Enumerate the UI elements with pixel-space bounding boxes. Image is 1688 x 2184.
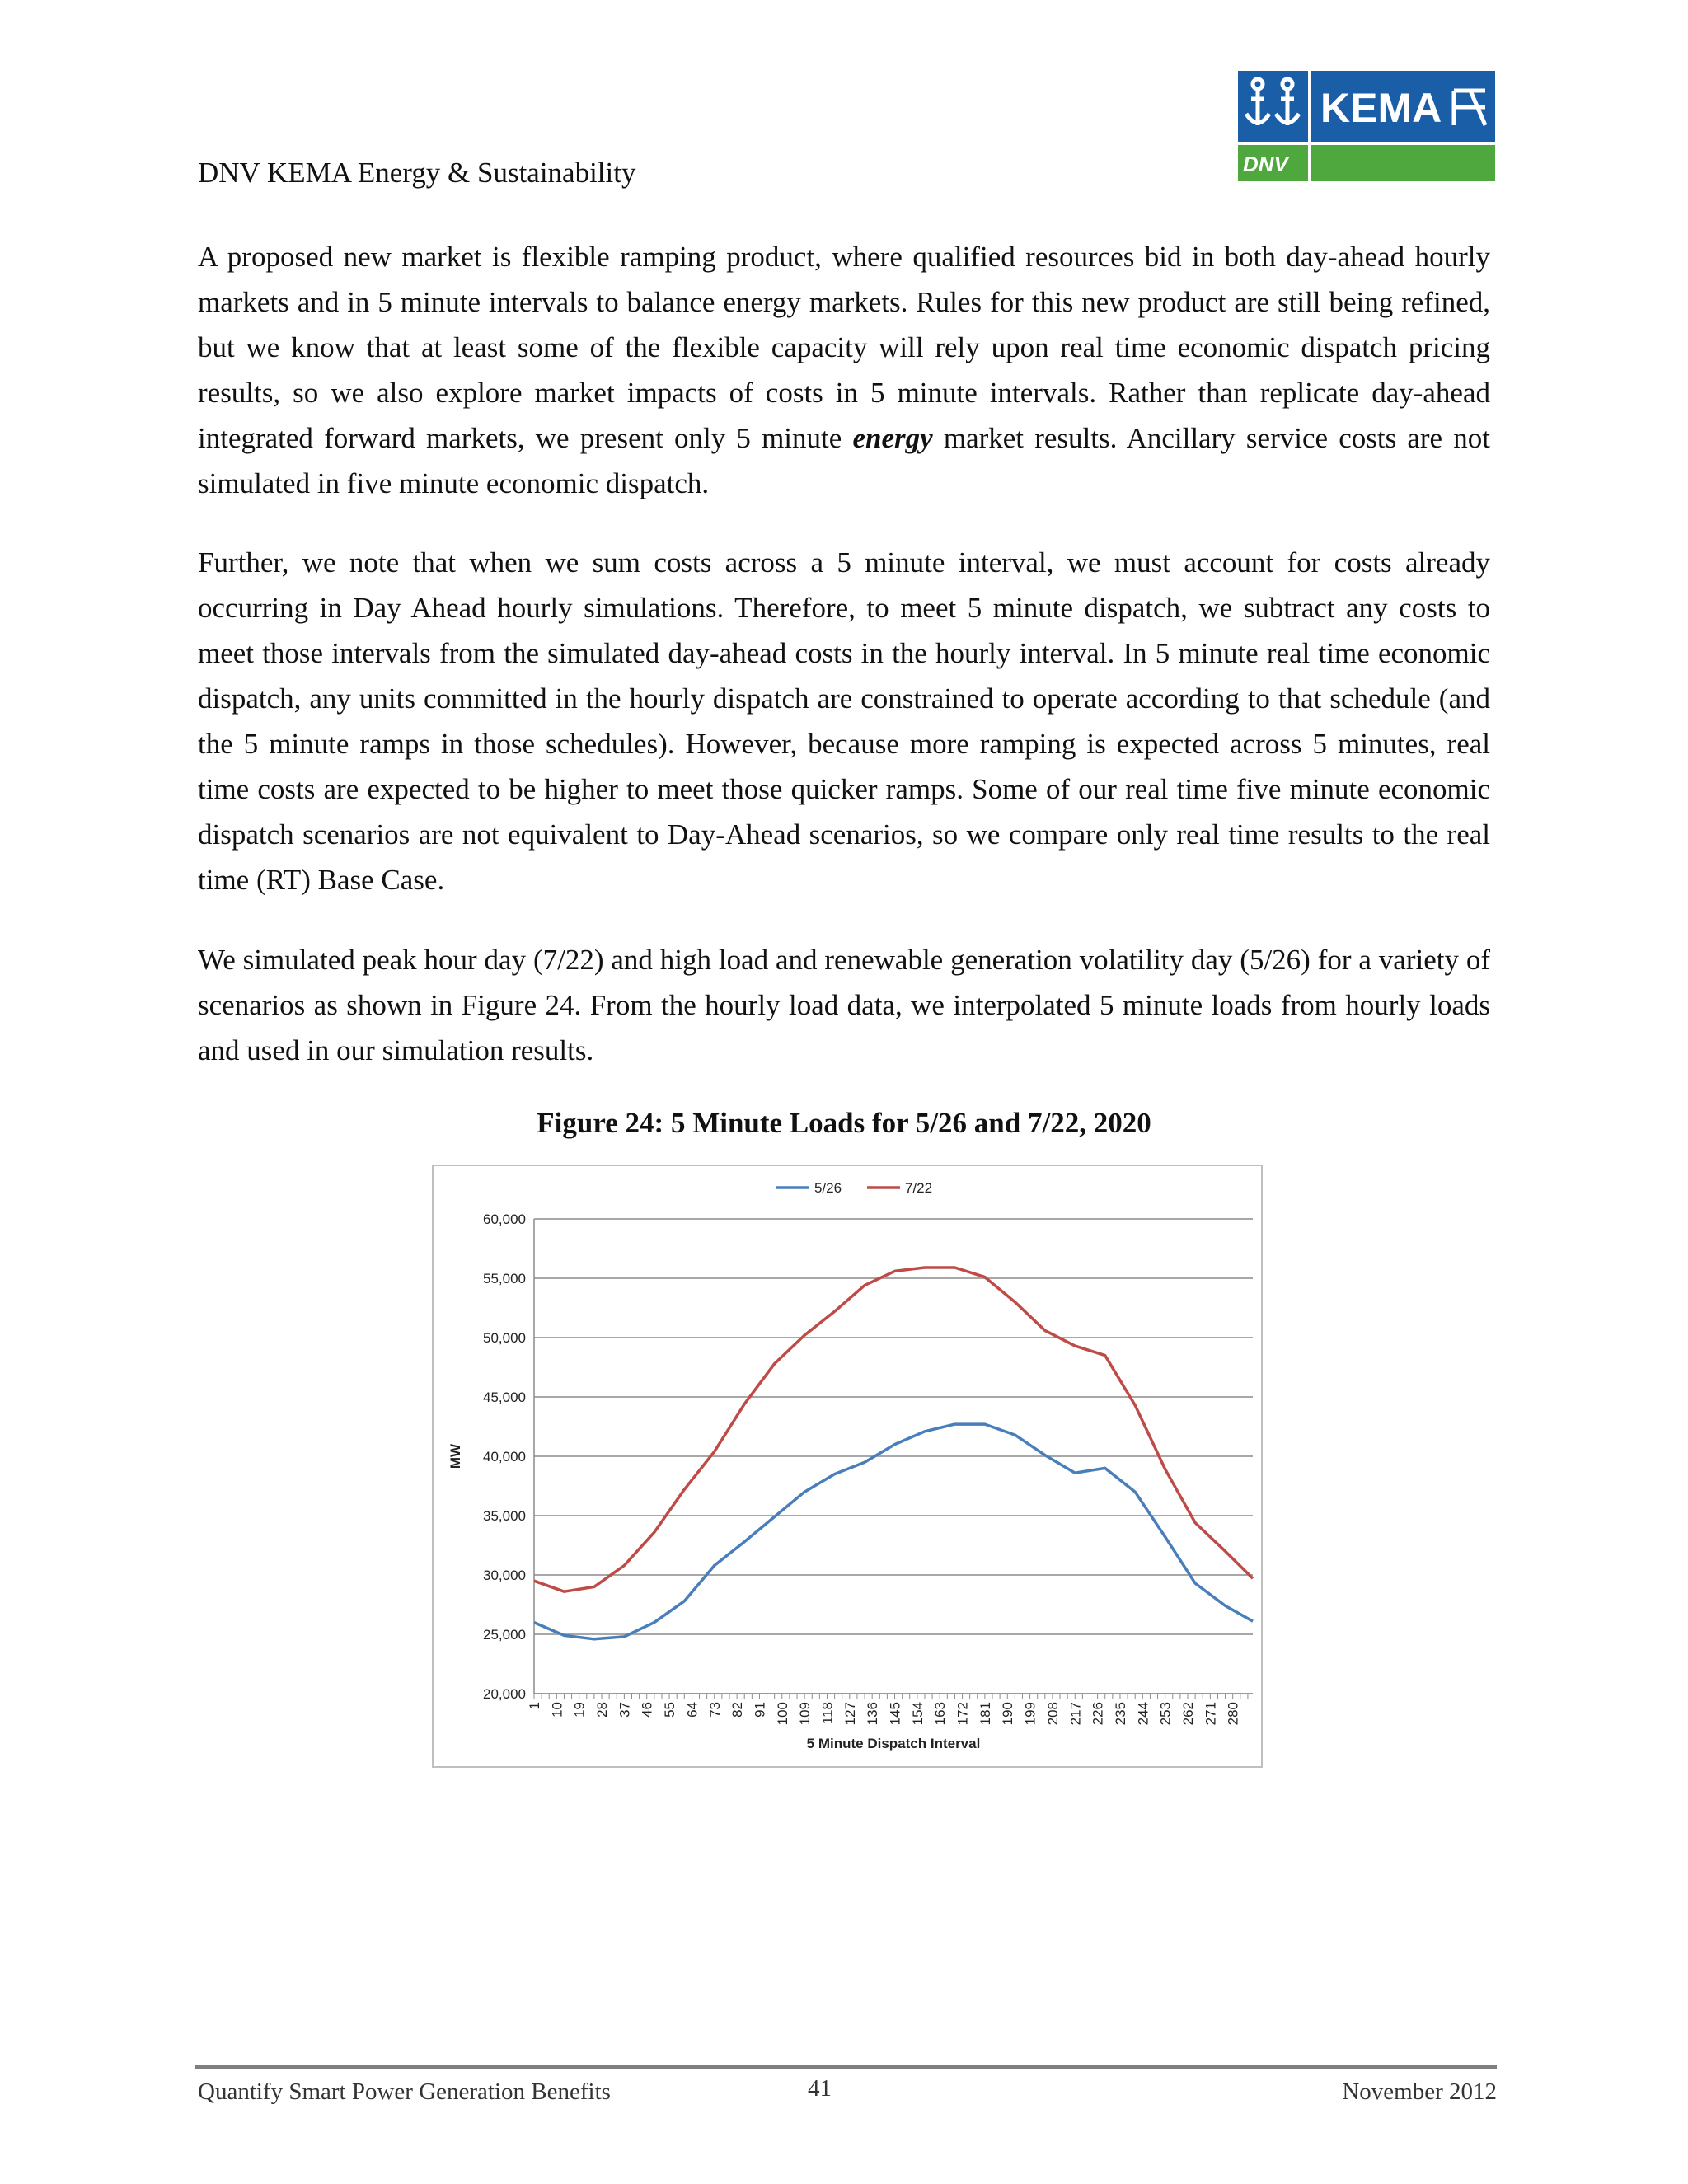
- x-tick-label: 64: [684, 1702, 701, 1718]
- x-tick-label: 163: [932, 1702, 949, 1726]
- x-tick-label: 226: [1090, 1702, 1106, 1726]
- paragraph-flexible-ramping: [198, 234, 1490, 506]
- organization-name: DNV KEMA Energy & Sustainability: [198, 157, 636, 189]
- footer-page-number: 41: [808, 2075, 832, 2102]
- y-tick-label: 30,000: [483, 1568, 526, 1583]
- logo-dnv-text: DNV: [1243, 152, 1288, 176]
- x-tick-label: 145: [887, 1702, 903, 1726]
- y-tick-label: 40,000: [483, 1449, 526, 1465]
- paragraph-1-text-a: A proposed new market is flexible ramping product, where qualified resources bid in both day-ahead hourly markets and in 5 minute intervals to balance energy markets. Rules for this new product are still being refined, but we know that at least some of the flexible capacity will rely upon real time economic dispatch pricing results, so we also explore market impacts of costs in 5 minute intervals. Rather than replicate day-ahead integrated forward markets, we present only 5 minute: [198, 241, 1490, 454]
- y-tick-label: 45,000: [483, 1390, 526, 1405]
- x-tick-label: 235: [1112, 1702, 1128, 1726]
- y-tick-label: 20,000: [483, 1686, 526, 1702]
- y-tick-label: 25,000: [483, 1627, 526, 1643]
- x-tick-label: 217: [1067, 1702, 1084, 1726]
- chart-svg: [432, 1165, 1263, 1768]
- y-axis-title: MW: [448, 1443, 463, 1469]
- x-tick-label: 244: [1135, 1702, 1151, 1726]
- x-tick-label: 109: [797, 1702, 814, 1726]
- x-tick-label: 190: [1000, 1702, 1016, 1726]
- legend-label: 7/22: [905, 1180, 933, 1196]
- chart-frame: [433, 1165, 1262, 1767]
- x-tick-label: 136: [865, 1702, 881, 1726]
- x-tick-label: 271: [1203, 1702, 1219, 1726]
- logo-kema-text: KEMA: [1320, 85, 1442, 131]
- paragraph-1-emphasis: energy: [852, 422, 933, 454]
- x-tick-label: 172: [954, 1702, 971, 1726]
- x-tick-label: 262: [1180, 1702, 1197, 1726]
- x-tick-label: 280: [1225, 1702, 1241, 1726]
- figure-title: Figure 24: 5 Minute Loads for 5/26 and 7/22, 2020: [537, 1107, 1151, 1139]
- x-tick-label: 253: [1157, 1702, 1174, 1726]
- footer-date: November 2012: [1342, 2079, 1497, 2105]
- x-tick-label: 55: [662, 1702, 678, 1718]
- logo-graphic: [1238, 71, 1495, 181]
- x-tick-label: 37: [617, 1702, 633, 1718]
- x-tick-label: 46: [639, 1702, 655, 1718]
- legend-label: 5/26: [814, 1180, 842, 1196]
- y-tick-label: 50,000: [483, 1330, 526, 1346]
- x-tick-label: 154: [909, 1702, 926, 1726]
- y-tick-label: 55,000: [483, 1271, 526, 1286]
- x-tick-label: 1: [527, 1702, 542, 1710]
- load-line-chart: [432, 1165, 1263, 1768]
- x-tick-label: 199: [1022, 1702, 1039, 1726]
- kema-dnv-logo: [1238, 71, 1495, 181]
- paragraph-1-text-b: market results. Ancillary service costs are not simulated in five minute economic dispatch.: [198, 422, 1490, 499]
- x-tick-label: 127: [842, 1702, 858, 1726]
- x-tick-label: 28: [594, 1702, 611, 1718]
- x-tick-label: 208: [1044, 1702, 1061, 1726]
- x-tick-label: 82: [729, 1702, 746, 1718]
- y-tick-label: 60,000: [483, 1212, 526, 1227]
- footer-document-title: Quantify Smart Power Generation Benefits: [198, 2079, 611, 2105]
- x-tick-label: 73: [706, 1702, 723, 1718]
- x-axis-title: 5 Minute Dispatch Interval: [806, 1736, 981, 1751]
- y-tick-label: 35,000: [483, 1508, 526, 1524]
- footer-rule: [195, 2065, 1497, 2069]
- x-tick-label: 100: [774, 1702, 790, 1726]
- x-tick-label: 10: [549, 1702, 565, 1718]
- x-tick-label: 91: [752, 1702, 768, 1718]
- paragraph-simulated-days: We simulated peak hour day (7/22) and high load and renewable generation volatility day (5/26) for a variety of scenarios as shown in Figure 24. From the hourly load data, we interpolated 5 minute loads from hourly loads and used in our simulation results.: [198, 944, 1490, 1066]
- x-tick-label: 118: [819, 1702, 836, 1725]
- x-tick-label: 19: [571, 1702, 588, 1718]
- paragraph-cost-accounting: Further, we note that when we sum costs across a 5 minute interval, we must account for costs already occurring in Day Ahead hourly simulations. Therefore, to meet 5 minute dispatch, we subtract any costs to meet those intervals from the simulated day-ahead costs in the hourly interval. In 5 minute real time economic dispatch, any units committed in the hourly dispatch are constrained to operate according to that schedule (and the 5 minute ramps in those schedules). However, because more ramping is expected across 5 minutes, real time costs are expected to be higher to meet those quicker ramps. Some of our real time five minute economic dispatch scenarios are not equivalent to Day-Ahead scenarios, so we compare only real time results to the real time (RT) Base Case.: [198, 546, 1490, 896]
- x-tick-label: 181: [977, 1702, 993, 1726]
